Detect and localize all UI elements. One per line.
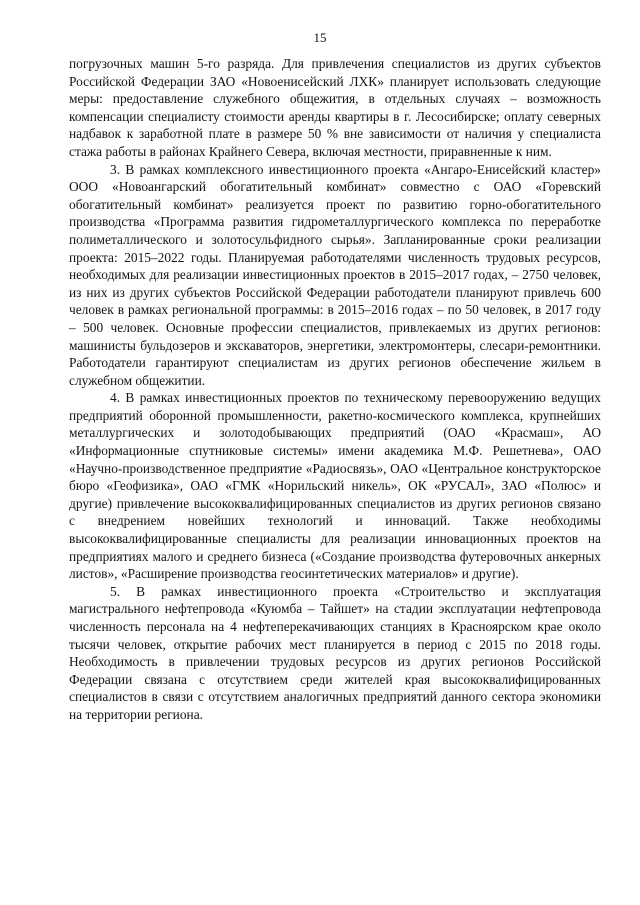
paragraph-continuation: погрузочных машин 5-го разряда. Для привлечения специалистов из других субъектов Российской Федерации ЗАО «Новоенисейский ЛХК» планирует использовать следующие меры: предоставление служебного общежития, в отдельных случаях – возможность компенсации специалисту стоимости аренды квартиры в г. Лесосибирске; оплату северных надбавок к заработной плате в размере 50 % вне зависимости от наличия у специалиста стажа работы в районах Крайнего Севера, включая местности, приравненные к ним. [69, 56, 601, 159]
paragraph-item-4: 4. В рамках инвестиционных проектов по техническому перевооружению ведущих предприятий оборонной промышленности, ракетно-космического комплекса, крупнейших металлургических и золотодобывающих предприятий (ОАО «Красмаш», АО «Информационные спутниковые системы» имени академика М.Ф. Решетнева», ОАО «Научно-производственное предприятие «Радиосвязь», ОАО «Центральное конструкторское бюро «Геофизика», ОАО «ГМК «Норильский никель», ОК «РУСАЛ», ЗАО «Полюс» и другие) привлечение высококвалифицированных специалистов из других регионов связано с внедрением новейших технологий и инноваций. Также необходимы высококвалифицированные специалисты для реализации инновационных проектов на предприятиях малого и среднего бизнеса («Создание производства футеровочных анкерных листов», «Расширение производства геосинтетических материалов» и другие). [69, 390, 601, 582]
paragraph-item-5: 5. В рамках инвестиционного проекта «Строительство и эксплуатация магистрального нефтепровода «Куюмба – Тайшет» на стадии эксплуатации нефтепровода численность персонала на 4 нефтеперекачивающих станциях в Красноярском крае около тысячи человек, открытие рабочих мест планируется в период с 2015 по 2018 годы. Необходимость в привлечении трудовых ресурсов из других регионов Российской Федерации связана с отсутствием среди жителей края высококвалифицированных специалистов в связи с отсутствием аналогичных предприятий данного сектора экономики на территории региона. [69, 583, 601, 722]
document-body [69, 55, 601, 724]
paragraph-item-3: 3. В рамках комплексного инвестиционного проекта «Ангаро-Енисейский кластер» ООО «Новоангарский обогатительный комбинат» совместно с ОАО «Горевский обогатительный комбинат» реализуется проект по развитию горно-обогатительного производства «Программа развития гидрометаллургического комплекса по переработке полиметаллического и золотосульфидного сырья». Запланированные сроки реализации проекта: 2015–2022 годы. Планируемая работодателями численность трудовых ресурсов, необходимых для реализации инвестиционных проектов в 2015–2017 годах, – 2750 человек, из них из других субъектов Российской Федерации работодатели планируют привлечь 600 человек в рамках региональной программы: в 2015–2016 годах – по 50 человек, в 2017 году – 500 человек. Основные профессии специалистов, привлекаемых из других регионов: машинисты бульдозеров и экскаваторов, энергетики, электромонтеры, слесари-ремонтники. Работодатели гарантируют специалистам из других регионов обеспечение жильем в служебном общежитии. [69, 161, 601, 388]
page-number: 15 [313, 30, 327, 45]
